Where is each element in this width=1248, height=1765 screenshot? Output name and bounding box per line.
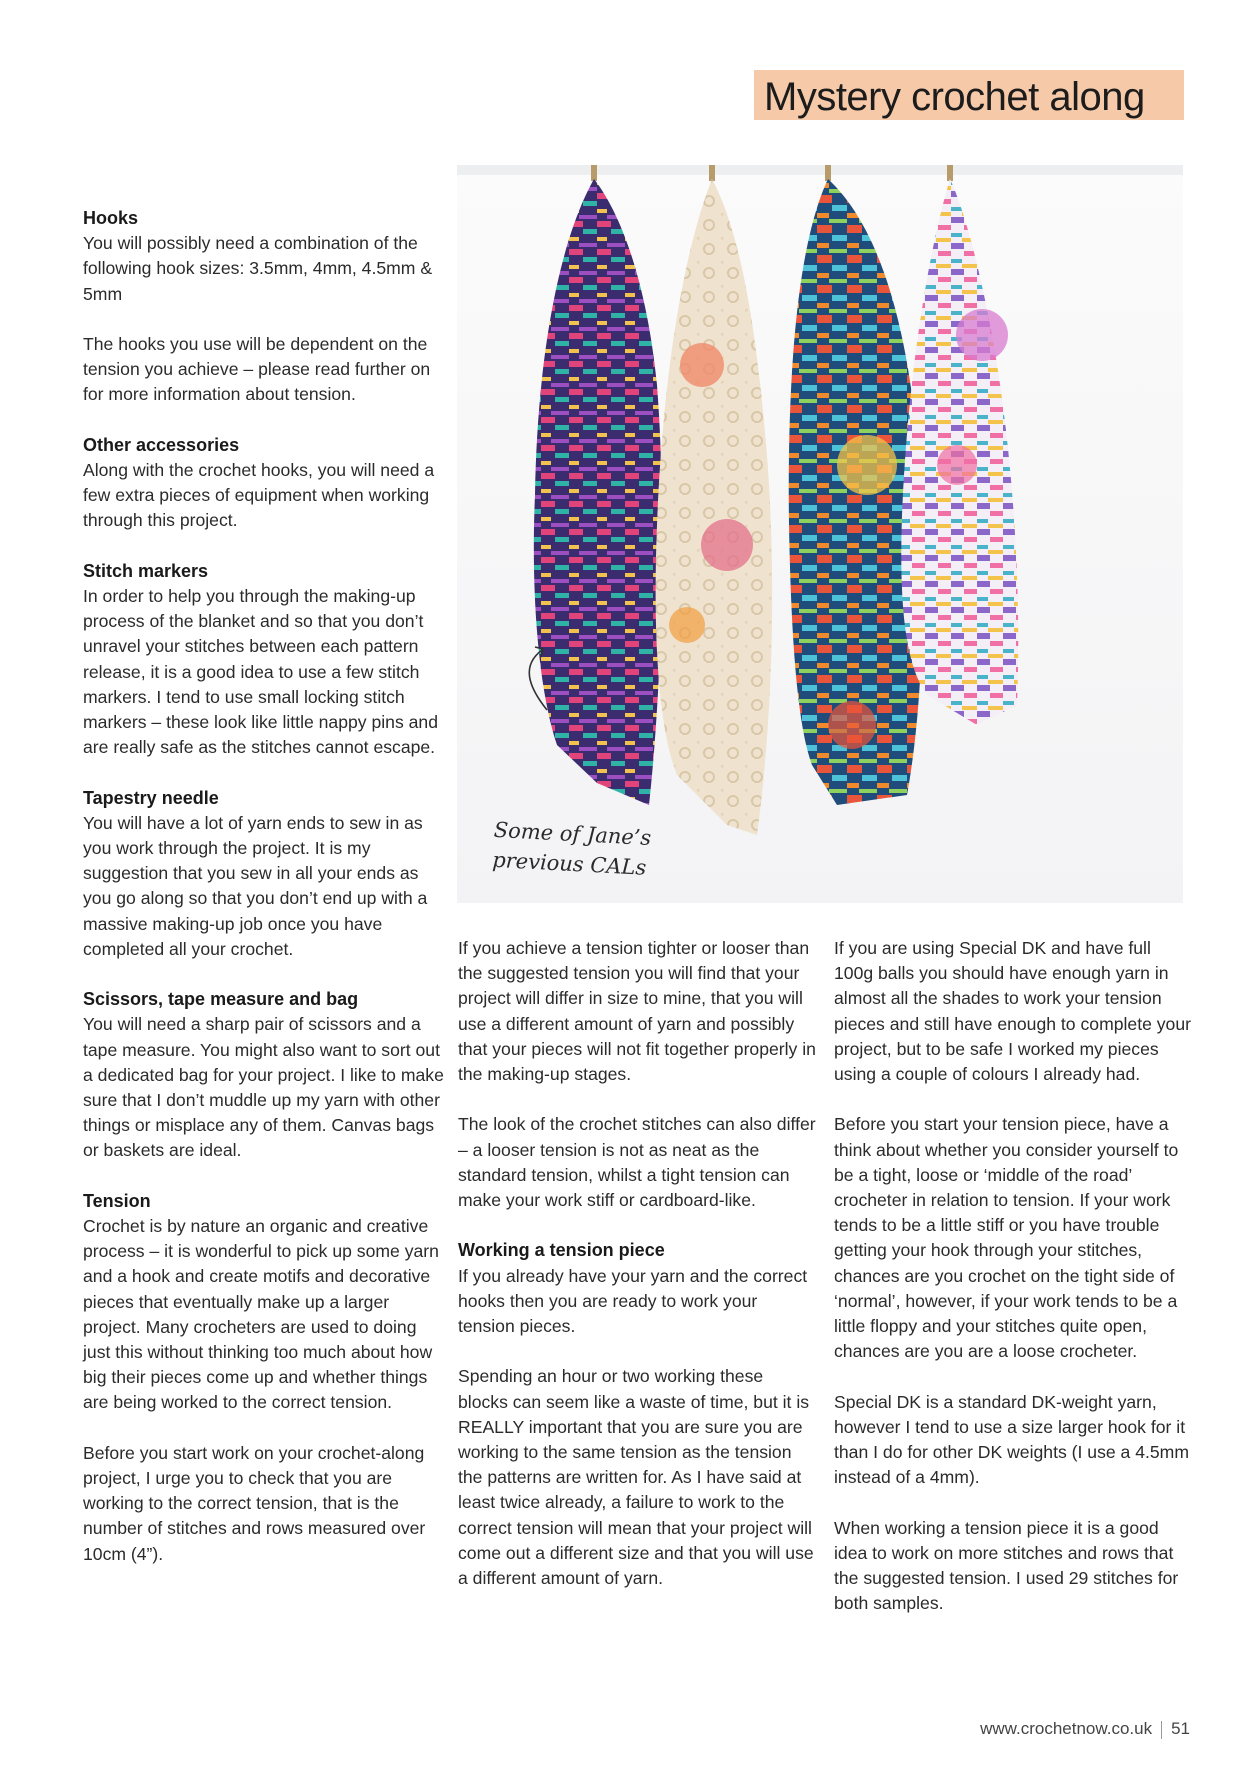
hooks-paragraph-1: You will possibly need a combination of the following hook sizes: 3.5mm, 4mm, 4.5mm & 5mm	[83, 233, 433, 304]
right-paragraph-4: When working a tension piece it is a good idea to work on more stitches and rows that the suggested tension. I used 29 stitches for both samples.	[834, 1517, 1179, 1614]
middle-paragraph-4: Spending an hour or two working these blocks can seem like a waste of time, but it is REALLY important that you are sure you are working to the same tension as the tension the patterns are written for. As I have said at least twice already, a failure to work to the correct tension will mean that your project will come out a different size and that you will use a different amount of yarn.	[458, 1366, 814, 1589]
heading-tension: Tension	[83, 1190, 151, 1211]
section-tapestry-needle	[83, 786, 445, 962]
right-paragraph-2: Before you start your tension piece, have a think about whether you consider yourself to be a tight, loose or ‘middle of the road’ crocheter in relation to tension. If your work tends to be a little stiff or you have trouble getting your hook through your stitches, chances are you crochet on the tight side of ‘normal’, however, if your work tends to be a little floppy and your stitches quite open, chances are you are a loose crocheter.	[834, 1114, 1179, 1362]
page-footer	[900, 1719, 1190, 1739]
photo-caption	[492, 815, 695, 885]
section-stitch-markers	[83, 559, 445, 761]
section-other-accessories	[83, 433, 445, 534]
middle-paragraph-2: The look of the crochet stitches can also differ – a looser tension is not as neat as the standard tension, whilst a tight tension can make your work stiff or cardboard-like.	[458, 1114, 816, 1211]
footer-divider	[1161, 1721, 1162, 1739]
middle-paragraph-3: If you already have your yarn and the correct hooks then you are ready to work your tension pieces.	[458, 1265, 808, 1337]
column-middle	[458, 936, 816, 1591]
right-paragraph-1: If you are using Special DK and have full 100g balls you should have enough yarn in almost all the shades to work your tension pieces and still have enough to complete your project, but to be safe I worked my pieces using a couple of colours I already had.	[834, 938, 1191, 1085]
tapestry-needle-paragraph: You will have a lot of yarn ends to sew in as you work through the project. It is my suggestion that you sew in all your ends as you go along so that you don’t end up with a massive making-up job once you have completed all your crochet.	[83, 812, 428, 959]
blankets-illustration	[457, 165, 1183, 903]
right-paragraph-3: Special DK is a standard DK-weight yarn, however I tend to use a size larger hook for it than I do for other DK weights (I use a 4.5mm instead of a 4mm).	[834, 1391, 1189, 1488]
column-right	[834, 936, 1194, 1616]
tension-paragraph-2: Before you start work on your crochet-along project, I urge you to check that you are working to the correct tension, that is the number of stitches and rows measured over 10cm (4”).	[83, 1442, 426, 1564]
heading-tapestry-needle: Tapestry needle	[83, 787, 219, 808]
section-scissors	[83, 987, 445, 1163]
column-left	[83, 206, 445, 1592]
footer-url: www.crochetnow.co.uk	[980, 1719, 1153, 1738]
caption-line-2: previous CALs	[491, 847, 647, 880]
blankets-photo	[457, 165, 1183, 903]
page-number: 51	[1171, 1719, 1190, 1738]
middle-paragraph-1: If you achieve a tension tighter or looser than the suggested tension you will find that your project will differ in size to mine, that you will use a different amount of yarn and possibly that your pieces will not fit together properly in the making-up stages.	[458, 938, 816, 1085]
stitch-markers-paragraph: In order to help you through the making-up process of the blanket and so that you don’t unravel your stitches between each pattern release, it is a good idea to use a few stitch markers. I tend to use small locking stitch markers – these look like little nappy pins and are really safe as the stitches cannot escape.	[83, 586, 438, 758]
scissors-paragraph: You will need a sharp pair of scissors and a tape measure. You might also want to sort out a dedicated bag for your project. I like to make sure that I don’t muddle up my yarn with other things or misplace any of them. Canvas bags or baskets are ideal.	[83, 1014, 444, 1161]
heading-scissors: Scissors, tape measure and bag	[83, 989, 359, 1010]
heading-stitch-markers: Stitch markers	[83, 560, 209, 581]
heading-working-tension-piece: Working a tension piece	[458, 1240, 665, 1261]
caption-line-1: Some of Jane’s	[493, 817, 652, 851]
section-tension	[83, 1189, 445, 1567]
page-title: Mystery crochet along	[754, 70, 1184, 120]
tension-paragraph-1: Crochet is by nature an organic and creative process – it is wonderful to pick up some yarn and a hook and create motifs and decorative pieces that eventually make up a larger project. Many crocheters are used to doing just this without thinking too much about how big their pieces come up and whether things are being worked to the correct tension.	[83, 1216, 439, 1413]
other-accessories-paragraph: Along with the crochet hooks, you will need a few extra pieces of equipment when working through this project.	[83, 460, 435, 531]
heading-hooks: Hooks	[83, 208, 139, 228]
section-hooks	[83, 206, 445, 408]
heading-other-accessories: Other accessories	[83, 434, 240, 455]
hooks-paragraph-2: The hooks you use will be dependent on the tension you achieve – please read further on for more information about tension.	[83, 334, 431, 405]
